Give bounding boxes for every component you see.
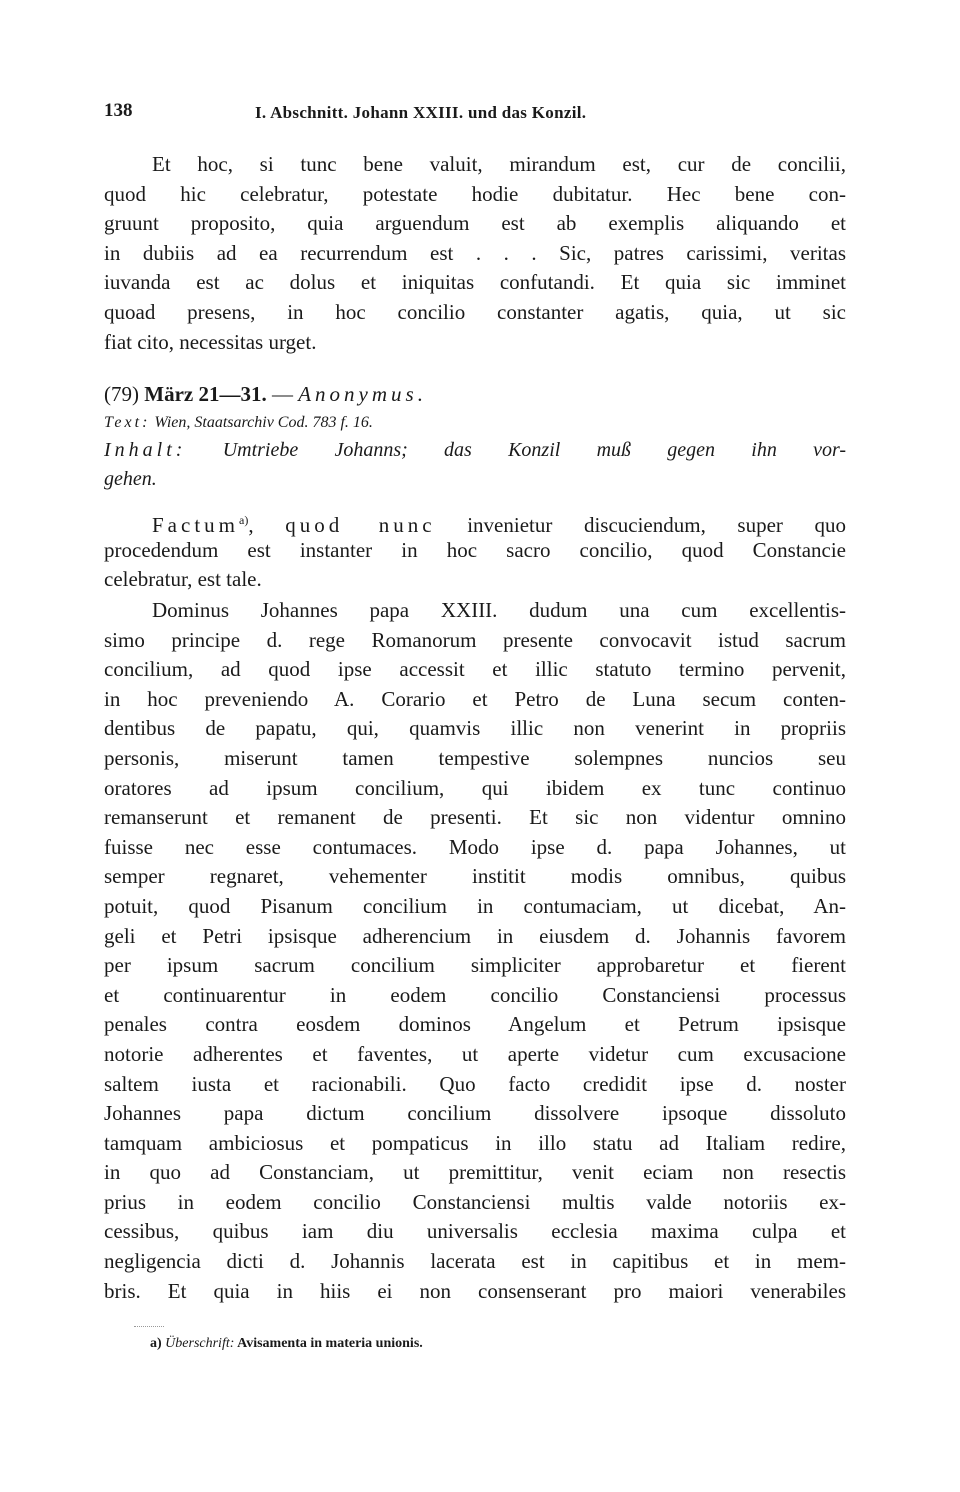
text-line: fuisse nec esse contumaces. Modo ipse d. papa Johannes, ut bbox=[104, 834, 846, 859]
text-line: dentibus de papatu, qui, quamvis illic non venerint in propriis bbox=[104, 716, 846, 741]
spaced-word: Factum bbox=[152, 513, 239, 537]
text-line: gruunt proposito, quia arguendum est ab exemplis aliquando et bbox=[104, 211, 846, 236]
footnote-text: Avisamenta in materia unionis. bbox=[237, 1336, 423, 1351]
text-line: geli et Petri ipsisque adherencium in eiusdem d. Johannis favorem bbox=[104, 923, 846, 948]
text-fragment: invenietur discuciendum, super quo bbox=[435, 513, 847, 537]
paragraph-main bbox=[104, 596, 846, 1306]
text-source-value: Wien, Staatsarchiv Cod. 783 f. 16. bbox=[154, 414, 373, 431]
text-line: oratores ad ipsum concilium, qui ibidem ex tunc continuo bbox=[104, 775, 846, 800]
text-line: in hoc preveniendo A. Corario et Petro de Luna secum conten- bbox=[104, 686, 846, 711]
footnote-label: Überschrift: bbox=[165, 1336, 235, 1351]
text-line: saltem iusta et racionabili. Quo facto credidit ipse d. noster bbox=[104, 1071, 846, 1096]
entry-number: (79) bbox=[104, 382, 139, 406]
entry-heading bbox=[104, 378, 846, 494]
text-line: procedendum est instanter in hoc sacro concilio, quod Constancie bbox=[104, 537, 846, 562]
text-line: celebratur, est tale. bbox=[104, 567, 262, 592]
text-line: fiat cito, necessitas urget. bbox=[104, 329, 317, 354]
text-line: semper regnaret, vehementer institit modis omnibus, quibus bbox=[104, 864, 846, 889]
text-line: notorie adherentes et faventes, ut aperte videtur cum excusacione bbox=[104, 1041, 846, 1066]
inhalt-line: gehen. bbox=[104, 468, 157, 490]
text-line: tamquam ambiciosus et pompaticus in illo statu ad Italiam redire, bbox=[104, 1130, 846, 1155]
page-header bbox=[104, 100, 846, 130]
text-source bbox=[104, 410, 846, 436]
text-label: Text: bbox=[104, 414, 151, 431]
paragraph-continuation bbox=[104, 150, 846, 357]
text-line: cessibus, quibus iam diu universalis ecclesia maxima culpa et bbox=[104, 1219, 846, 1244]
text-line: Et hoc, si tunc bene valuit, mirandum est, cur de concilii, bbox=[152, 152, 846, 176]
entry-author: Anonymus. bbox=[298, 382, 427, 406]
entry-date: März 21—31. bbox=[144, 382, 267, 406]
inhalt-text: Umtriebe Johanns; das Konzil muß gegen ihn vor- bbox=[222, 439, 846, 461]
book-page bbox=[104, 100, 846, 130]
inhalt-line bbox=[104, 436, 846, 465]
text-line: in quo ad Constanciam, ut premittitur, venit eciam non resectis bbox=[104, 1160, 846, 1185]
text-line: quoad presens, in hoc concilio constanter agatis, quia, ut sic bbox=[104, 299, 846, 324]
footnote-ref: a) bbox=[239, 513, 249, 527]
spaced-word: quod nunc bbox=[285, 513, 436, 537]
text-line: bris. Et quia in hiis ei non consenserant pro maiori venerabiles bbox=[104, 1278, 846, 1303]
text-line: simo principe d. rege Romanorum presente convocavit istud sacrum bbox=[104, 627, 846, 652]
entry-title bbox=[104, 378, 846, 410]
inhalt-label: Inhalt: bbox=[104, 439, 187, 461]
paragraph-factum bbox=[104, 506, 846, 595]
text-line: prius in eodem concilio Constanciensi multis valde notoriis ex- bbox=[104, 1189, 846, 1214]
text-line: per ipsum sacrum concilium simpliciter approbaretur et fierent bbox=[104, 953, 846, 978]
footnote bbox=[150, 1336, 423, 1352]
footnote-marker: a) bbox=[150, 1336, 162, 1351]
entry-dash: — bbox=[271, 382, 293, 406]
text-line: concilium, ad quod ipse accessit et illic statuto termino pervenit, bbox=[104, 657, 846, 682]
text-line: in dubiis ad ea recurrendum est . . . Sic, patres carissimi, veritas bbox=[104, 240, 846, 265]
text-line: quod hic celebratur, potestate hodie dubitatur. Hec bene con- bbox=[104, 181, 846, 206]
text-line: Dominus Johannes papa XXIII. dudum una cum excellentis- bbox=[152, 598, 846, 622]
page-number: 138 bbox=[104, 100, 133, 121]
text-line: et continuarentur in eodem concilio Constanciensi processus bbox=[104, 982, 846, 1007]
text-line: negligencia dicti d. Johannis lacerata est in capitibus et in mem- bbox=[104, 1249, 846, 1274]
text-line: remanserunt et remanent de presenti. Et sic non videntur omnino bbox=[104, 805, 846, 830]
text-line: personis, miserunt tamen tempestive solempnes nuncios seu bbox=[104, 745, 846, 770]
text-line: potuit, quod Pisanum concilium in contumaciam, ut dicebat, An- bbox=[104, 893, 846, 918]
text-line: penales contra eosdem dominos Angelum et Petrum ipsisque bbox=[104, 1012, 846, 1037]
text-line: Factum$^{a)}$, quod nunc invenietur discuciendum, super quo bbox=[152, 513, 847, 537]
text-line: Johannes papa dictum concilium dissolvere ipsoque dissoluto bbox=[104, 1101, 846, 1126]
running-title: I. Abschnitt. Johann XXIII. und das Konzil. bbox=[255, 103, 587, 122]
footnote-rule bbox=[134, 1326, 164, 1327]
text-line: iuvanda est ac dolus et iniquitas confutandi. Et quia sic imminet bbox=[104, 270, 846, 295]
